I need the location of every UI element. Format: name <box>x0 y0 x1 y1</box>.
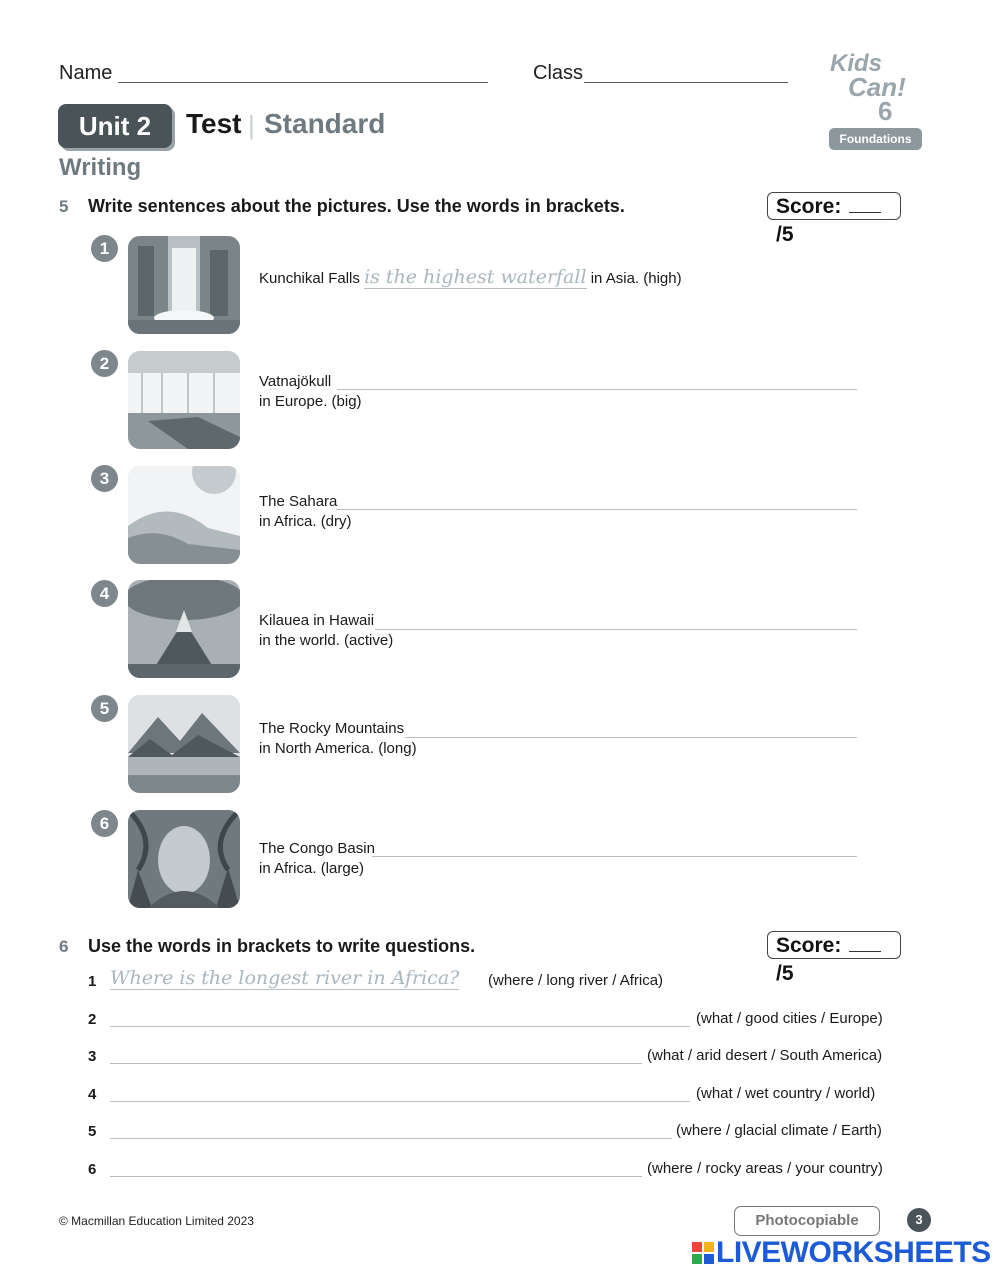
sentence-4-start: Kilauea in Hawaii <box>259 612 375 629</box>
sentence-3-end: in Africa. (dry) <box>259 513 352 530</box>
level-label: Standard <box>264 108 386 139</box>
logo-number: 6 <box>878 96 893 126</box>
exercise-6-score-box <box>767 931 901 985</box>
jungle-image <box>128 810 240 908</box>
question-4-number: 4 <box>88 1086 97 1103</box>
score-blank[interactable] <box>849 196 881 213</box>
desert-image <box>128 466 240 564</box>
exercise-5-number: 5 <box>59 197 69 216</box>
logo-can: Can! <box>848 72 906 102</box>
item-number-badge: 5 <box>91 695 118 722</box>
logo-edition: Foundations <box>829 128 922 150</box>
item-number-badge: 6 <box>91 810 118 837</box>
liveworksheets-watermark: LIVEWORKSHEETS <box>716 1236 991 1269</box>
question-6-answer-line[interactable] <box>110 1176 642 1177</box>
sentence-3-start: The Sahara <box>259 493 338 510</box>
name-label: Name <box>59 62 113 84</box>
exercise-6-instruction: Use the words in brackets to write questions. <box>88 936 476 956</box>
item-number-badge: 3 <box>91 465 118 492</box>
glacier-image <box>128 351 240 449</box>
mountains-image <box>128 695 240 793</box>
copyright: © Macmillan Education Limited 2023 <box>59 1214 254 1228</box>
question-6-hint: (where / rocky areas / your country) <box>647 1160 883 1177</box>
name-input-line[interactable] <box>118 82 488 83</box>
sentence-2-start: Vatnajökull <box>259 373 332 390</box>
unit-badge: Unit 2 <box>58 104 172 148</box>
sentence-6-start: The Congo Basin <box>259 840 375 857</box>
liveworksheets-logo-icon <box>692 1242 714 1264</box>
sentence-2-end: in Europe. (big) <box>259 393 362 410</box>
question-4-answer-line[interactable] <box>110 1101 690 1102</box>
score-total: /5 <box>776 223 794 246</box>
sentence-4-end: in the world. (active) <box>259 632 394 649</box>
exercise-6-number: 6 <box>59 937 69 956</box>
question-6-number: 6 <box>88 1161 97 1178</box>
item-number-badge: 2 <box>91 350 118 377</box>
class-label: Class <box>533 62 584 84</box>
score-label: Score: <box>776 195 842 218</box>
sentence-1 <box>259 266 682 288</box>
question-3-answer-line[interactable] <box>110 1063 642 1064</box>
question-4-hint: (what / wet country / world) <box>696 1085 876 1102</box>
score-blank[interactable] <box>849 935 881 952</box>
logo-kids: Kids <box>830 50 883 77</box>
sentence-4-answer-line[interactable] <box>375 629 857 630</box>
score-label: Score: <box>776 934 842 957</box>
sentence-1-answer[interactable]: is the highest waterfall <box>364 266 587 288</box>
photocopiable-badge: Photocopiable <box>734 1206 880 1236</box>
waterfall-image <box>128 236 240 334</box>
item-number-badge: 4 <box>91 580 118 607</box>
class-input-line[interactable] <box>584 82 788 83</box>
sentence-5-answer-line[interactable] <box>405 737 857 738</box>
question-3-hint: (what / arid desert / South America) <box>647 1047 883 1064</box>
sentence-1-end: in Asia. (high) <box>590 270 682 287</box>
section-title: Writing <box>59 154 142 181</box>
item-number-badge: 1 <box>91 235 118 262</box>
sentence-5-end: in North America. (long) <box>259 740 417 757</box>
sentence-1-start: Kunchikal Falls <box>259 270 360 287</box>
sentence-5-start: The Rocky Mountains <box>259 720 405 737</box>
sentence-6-end: in Africa. (large) <box>259 860 365 877</box>
sentence-3-answer-line[interactable] <box>336 509 857 510</box>
question-1-number: 1 <box>88 973 97 990</box>
exercise-5-score-box <box>767 192 901 246</box>
sentence-6-answer-line[interactable] <box>372 856 857 857</box>
question-1-answer[interactable]: Where is the longest river in Africa? <box>110 967 460 989</box>
question-5-number: 5 <box>88 1123 97 1140</box>
question-5-answer-line[interactable] <box>110 1138 672 1139</box>
exercise-5-instruction: Write sentences about the pictures. Use the words in brackets. <box>88 196 625 216</box>
sentence-2-answer-line[interactable] <box>337 389 857 390</box>
question-2-answer-line[interactable] <box>110 1026 690 1027</box>
test-title: Test <box>186 108 242 139</box>
question-2-hint: (what / good cities / Europe) <box>696 1010 883 1027</box>
kids-can-logo <box>826 46 926 150</box>
page-number: 3 <box>907 1208 931 1232</box>
volcano-image <box>128 580 240 678</box>
score-total: /5 <box>776 962 794 985</box>
title-separator: | <box>248 110 255 140</box>
question-1-hint: (where / long river / Africa) <box>488 972 664 989</box>
question-5-hint: (where / glacial climate / Earth) <box>676 1122 882 1139</box>
question-3-number: 3 <box>88 1048 97 1065</box>
question-2-number: 2 <box>88 1011 97 1028</box>
